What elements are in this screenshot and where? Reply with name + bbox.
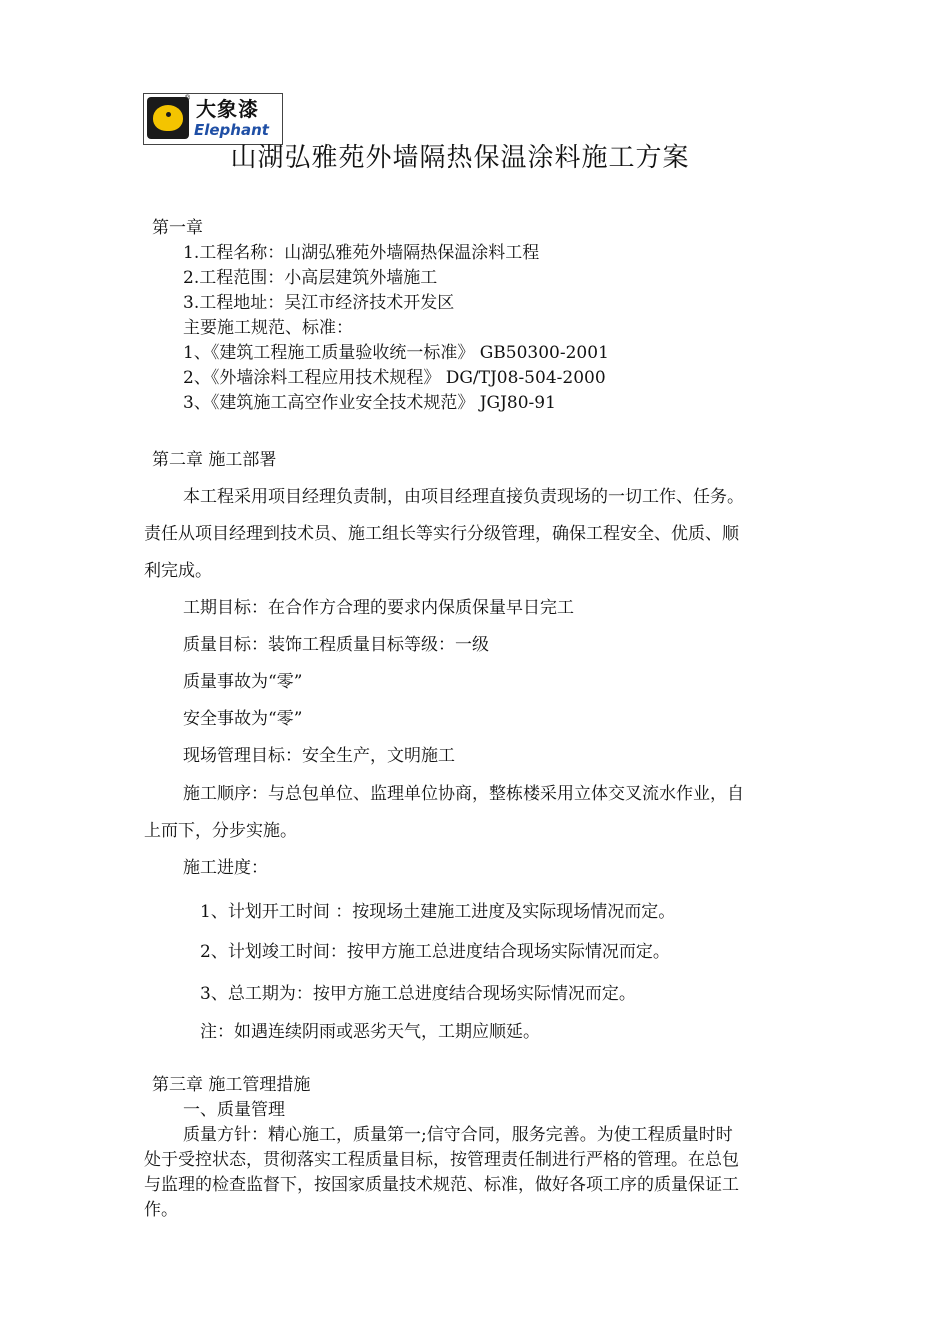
paragraph-line: 上而下，分步实施。 [144, 821, 297, 841]
chapter-1-heading: 第一章 [152, 218, 203, 238]
progress-note: 注：如遇连续阴雨或恶劣天气，工期应顺延。 [200, 1022, 540, 1042]
standard-item: 1、《建筑工程施工质量验收统一标准》 GB50300-2001 [183, 343, 609, 363]
section-heading: 一、质量管理 [183, 1100, 285, 1120]
registered-mark: ® [184, 94, 191, 102]
logo-text-cn: 大象漆 [196, 97, 259, 121]
paragraph-line: 本工程采用项目经理负责制，由项目经理直接负责现场的一切工作、任务。 [183, 487, 744, 507]
paragraph-line: 作。 [144, 1200, 178, 1220]
chapter-2-heading: 第二章 施工部署 [152, 450, 277, 470]
paragraph-line: 责任从项目经理到技术员、施工组长等实行分级管理，确保工程安全、优质、顺 [144, 524, 739, 544]
paragraph-line: 施工顺序：与总包单位、监理单位协商，整栋楼采用立体交叉流水作业，自 [183, 784, 744, 804]
standard-item: 3、《建筑施工高空作业安全技术规范》 JGJ80-91 [183, 393, 556, 413]
logo-text-en: Elephant [194, 121, 269, 139]
standard-item: 2、《外墙涂料工程应用技术规程》 DG/TJ08-504-2000 [183, 368, 606, 388]
company-logo [143, 93, 283, 145]
progress-label: 施工进度： [183, 858, 268, 878]
progress-item: 1、计划开工时间 ：按现场土建施工进度及实际现场情况而定。 [200, 902, 676, 922]
schedule-goal: 工期目标：在合作方合理的要求内保质保量早日完工 [183, 598, 574, 618]
paragraph-line: 处于受控状态，贯彻落实工程质量目标，按管理责任制进行严格的管理。在总包 [144, 1150, 739, 1170]
elephant-icon [147, 97, 189, 139]
quality-accident: 质量事故为“零” [183, 672, 303, 692]
progress-item: 3、总工期为：按甲方施工总进度结合现场实际情况而定。 [200, 984, 636, 1004]
project-scope: 2.工程范围：小高层建筑外墙施工 [183, 268, 438, 288]
quality-goal: 质量目标：装饰工程质量目标等级：一级 [183, 635, 489, 655]
site-goal: 现场管理目标：安全生产，文明施工 [183, 746, 455, 766]
paragraph-line: 利完成。 [144, 561, 212, 581]
progress-item: 2、计划竣工时间：按甲方施工总进度结合现场实际情况而定。 [200, 942, 670, 962]
safety-accident: 安全事故为“零” [183, 709, 303, 729]
project-address: 3.工程地址：吴江市经济技术开发区 [183, 293, 455, 313]
project-name: 1.工程名称：山湖弘雅苑外墙隔热保温涂料工程 [183, 243, 540, 263]
document-title: 山湖弘雅苑外墙隔热保温涂料施工方案 [230, 143, 690, 173]
paragraph-line: 质量方针：精心施工，质量第一;信守合同，服务完善。为使工程质量时时 [183, 1125, 733, 1145]
chapter-3-heading: 第三章 施工管理措施 [152, 1075, 311, 1095]
standards-label: 主要施工规范、标准： [183, 318, 353, 338]
paragraph-line: 与监理的检查监督下，按国家质量技术规范、标准，做好各项工序的质量保证工 [144, 1175, 739, 1195]
